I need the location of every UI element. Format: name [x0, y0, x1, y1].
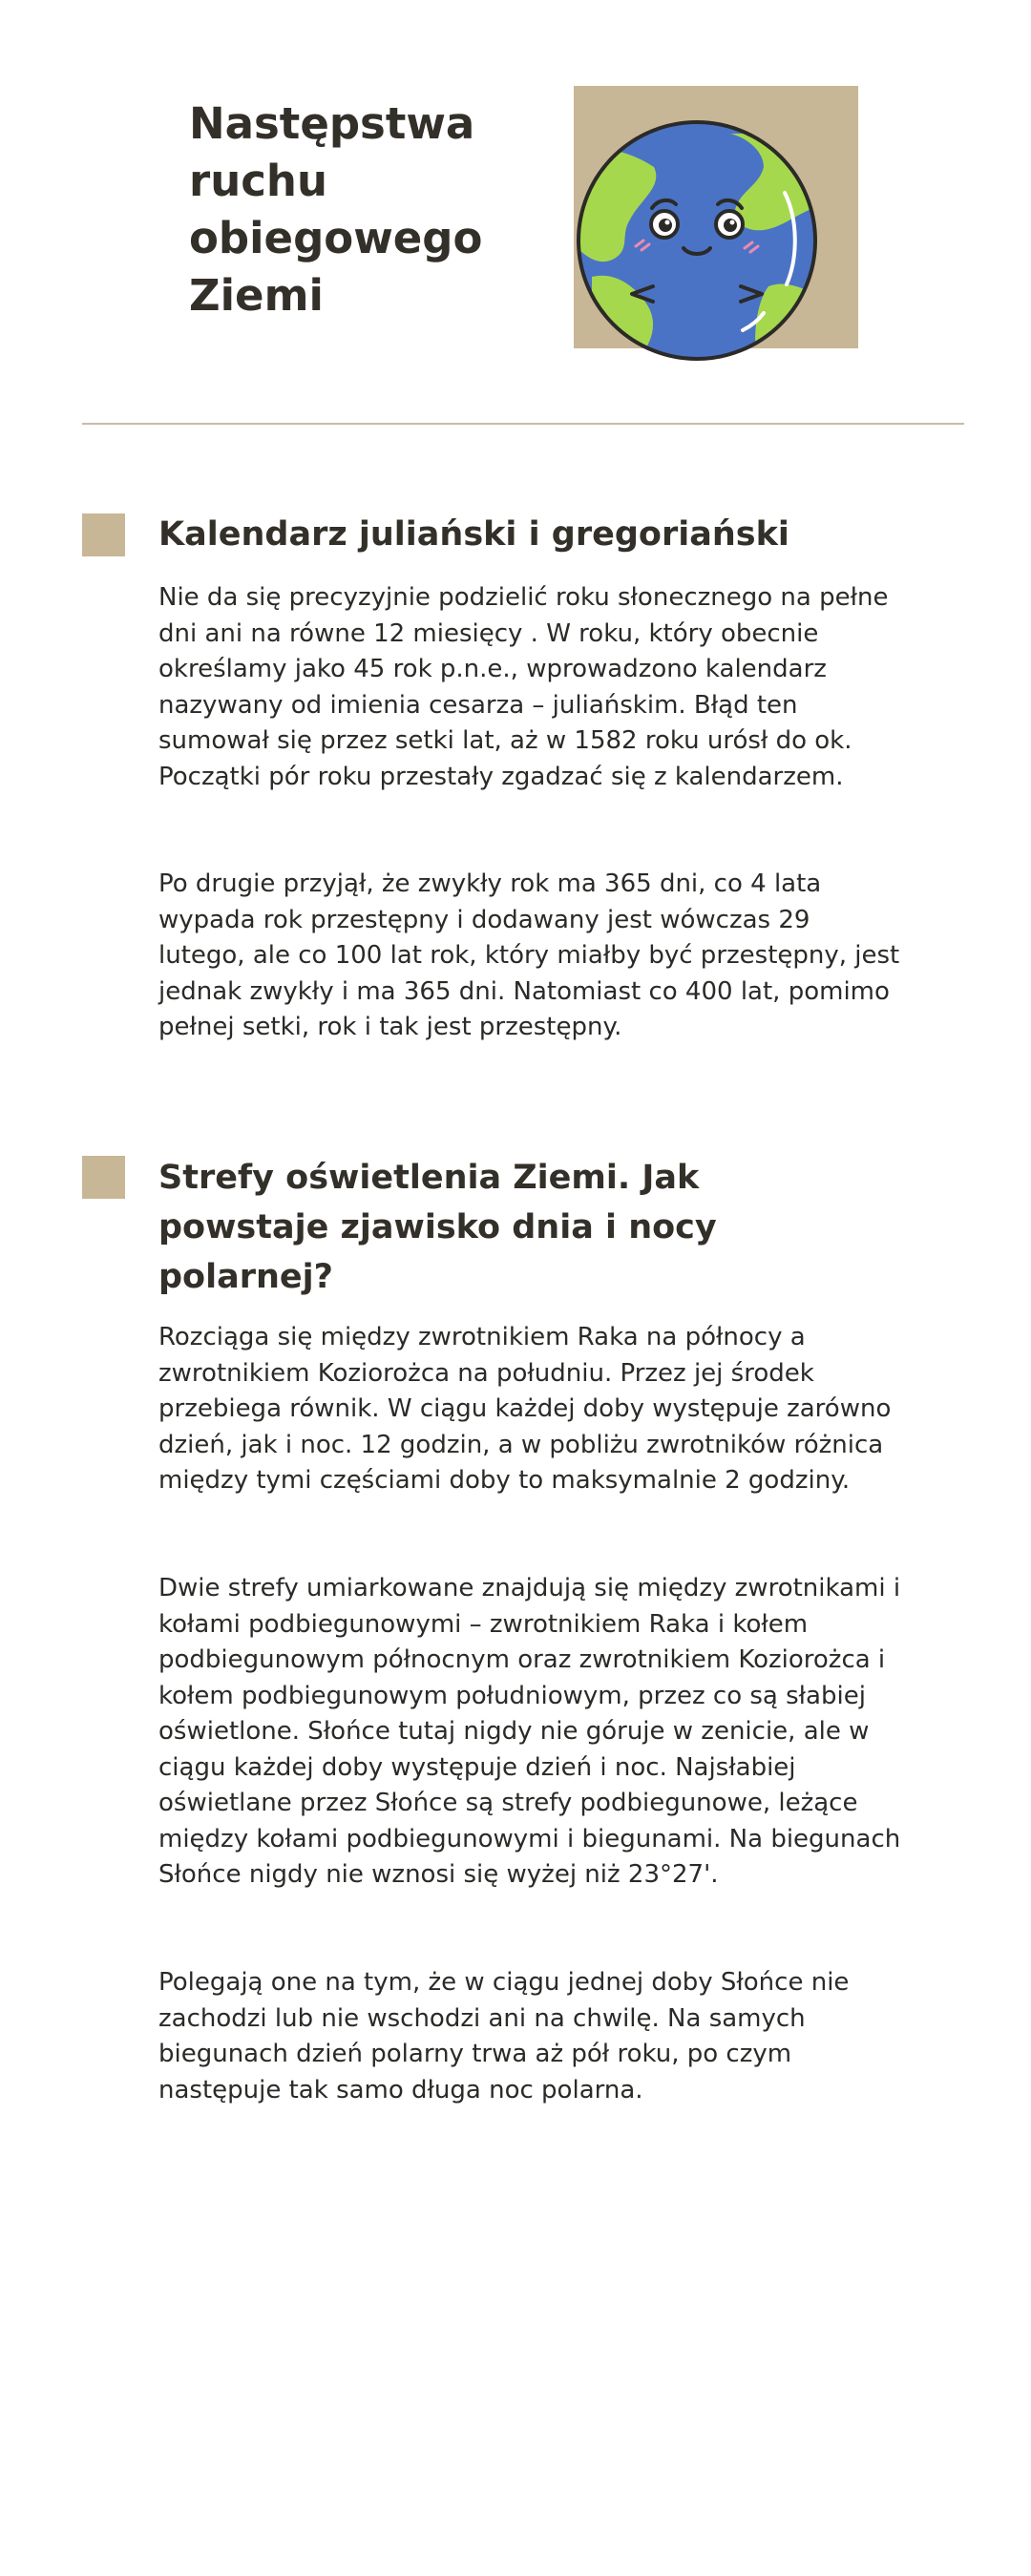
section-heading-calendar: Kalendarz juliański i gregoriański [158, 515, 789, 554]
paragraph: Polegają one na tym, że w ciągu jednej doby Słońce nie zachodzi lub nie wschodzi ani na chwilę. Na samych biegunach dzień polarny trwa aż pół roku, po czym następuje tak samo długa noc polarna. [158, 1968, 850, 2105]
paragraph: Nie da się precyzyjnie podzielić roku słonecznego na pełne dni ani na równe 12 miesięcy . W roku, który obecnie określamy jako 45 rok p.n.e., wprowadzono kalendarz nazywany od imienia cesarza – juliańskim. Błąd ten sumował się przez setki lat, aż w 1582 roku urósł do ok. Początki pór roku przestały zgadzać się z kalendarzem. [158, 583, 889, 791]
paragraph: Dwie strefy umiarkowane znajdują się między zwrotnikami i kołami podbiegunowymi – zwrotnikiem Raka i kołem podbiegunowym północnym oraz zwrotnikiem Koziorożca i kołem podbiegunowym południowym, przez co są słabiej oświetlone. Słońce tutaj nigdy nie góruje w zenicie, ale w ciągu każdej doby występuje dzień i noc. Najsłabiej oświetlane przez Słońce są strefy podbiegunowe, leżące między kołami podbiegunowymi i biegunami. Na biegunach Słońce nigdy nie wznosi się wyżej niż 23°27'. [158, 1574, 901, 1889]
section-marker-zones [82, 1156, 125, 1199]
smiling-earth-globe-icon [573, 115, 821, 367]
header-divider [82, 423, 964, 425]
page-title: Następstwa ruchu obiegowego Ziemi [189, 98, 483, 321]
paragraph: Rozciąga się między zwrotnikiem Raka na północy a zwrotnikiem Koziorożca na południu. Przez jej środek przebiega równik. W ciągu każdej doby występuje zarówno dzień, jak i noc. 12 godzin, a w pobliżu zwrotników różnica między tymi częściami doby to maksymalnie 2 godziny. [158, 1323, 892, 1495]
paragraph: Po drugie przyjął, że zwykły rok ma 365 dni, co 4 lata wypada rok przestępny i dodawany jest wówczas 29 lutego, ale co 100 lat rok, który miałby być przestępny, jest jednak zwykły i ma 365 dni. Natomiast co 400 lat, pomimo pełnej setki, rok i tak jest przestępny. [158, 869, 900, 1041]
section-heading-zones: Strefy oświetlenia Ziemi. Jak powstaje zjawisko dnia i nocy polarnej? [158, 1159, 717, 1296]
section-marker-calendar [82, 513, 125, 556]
